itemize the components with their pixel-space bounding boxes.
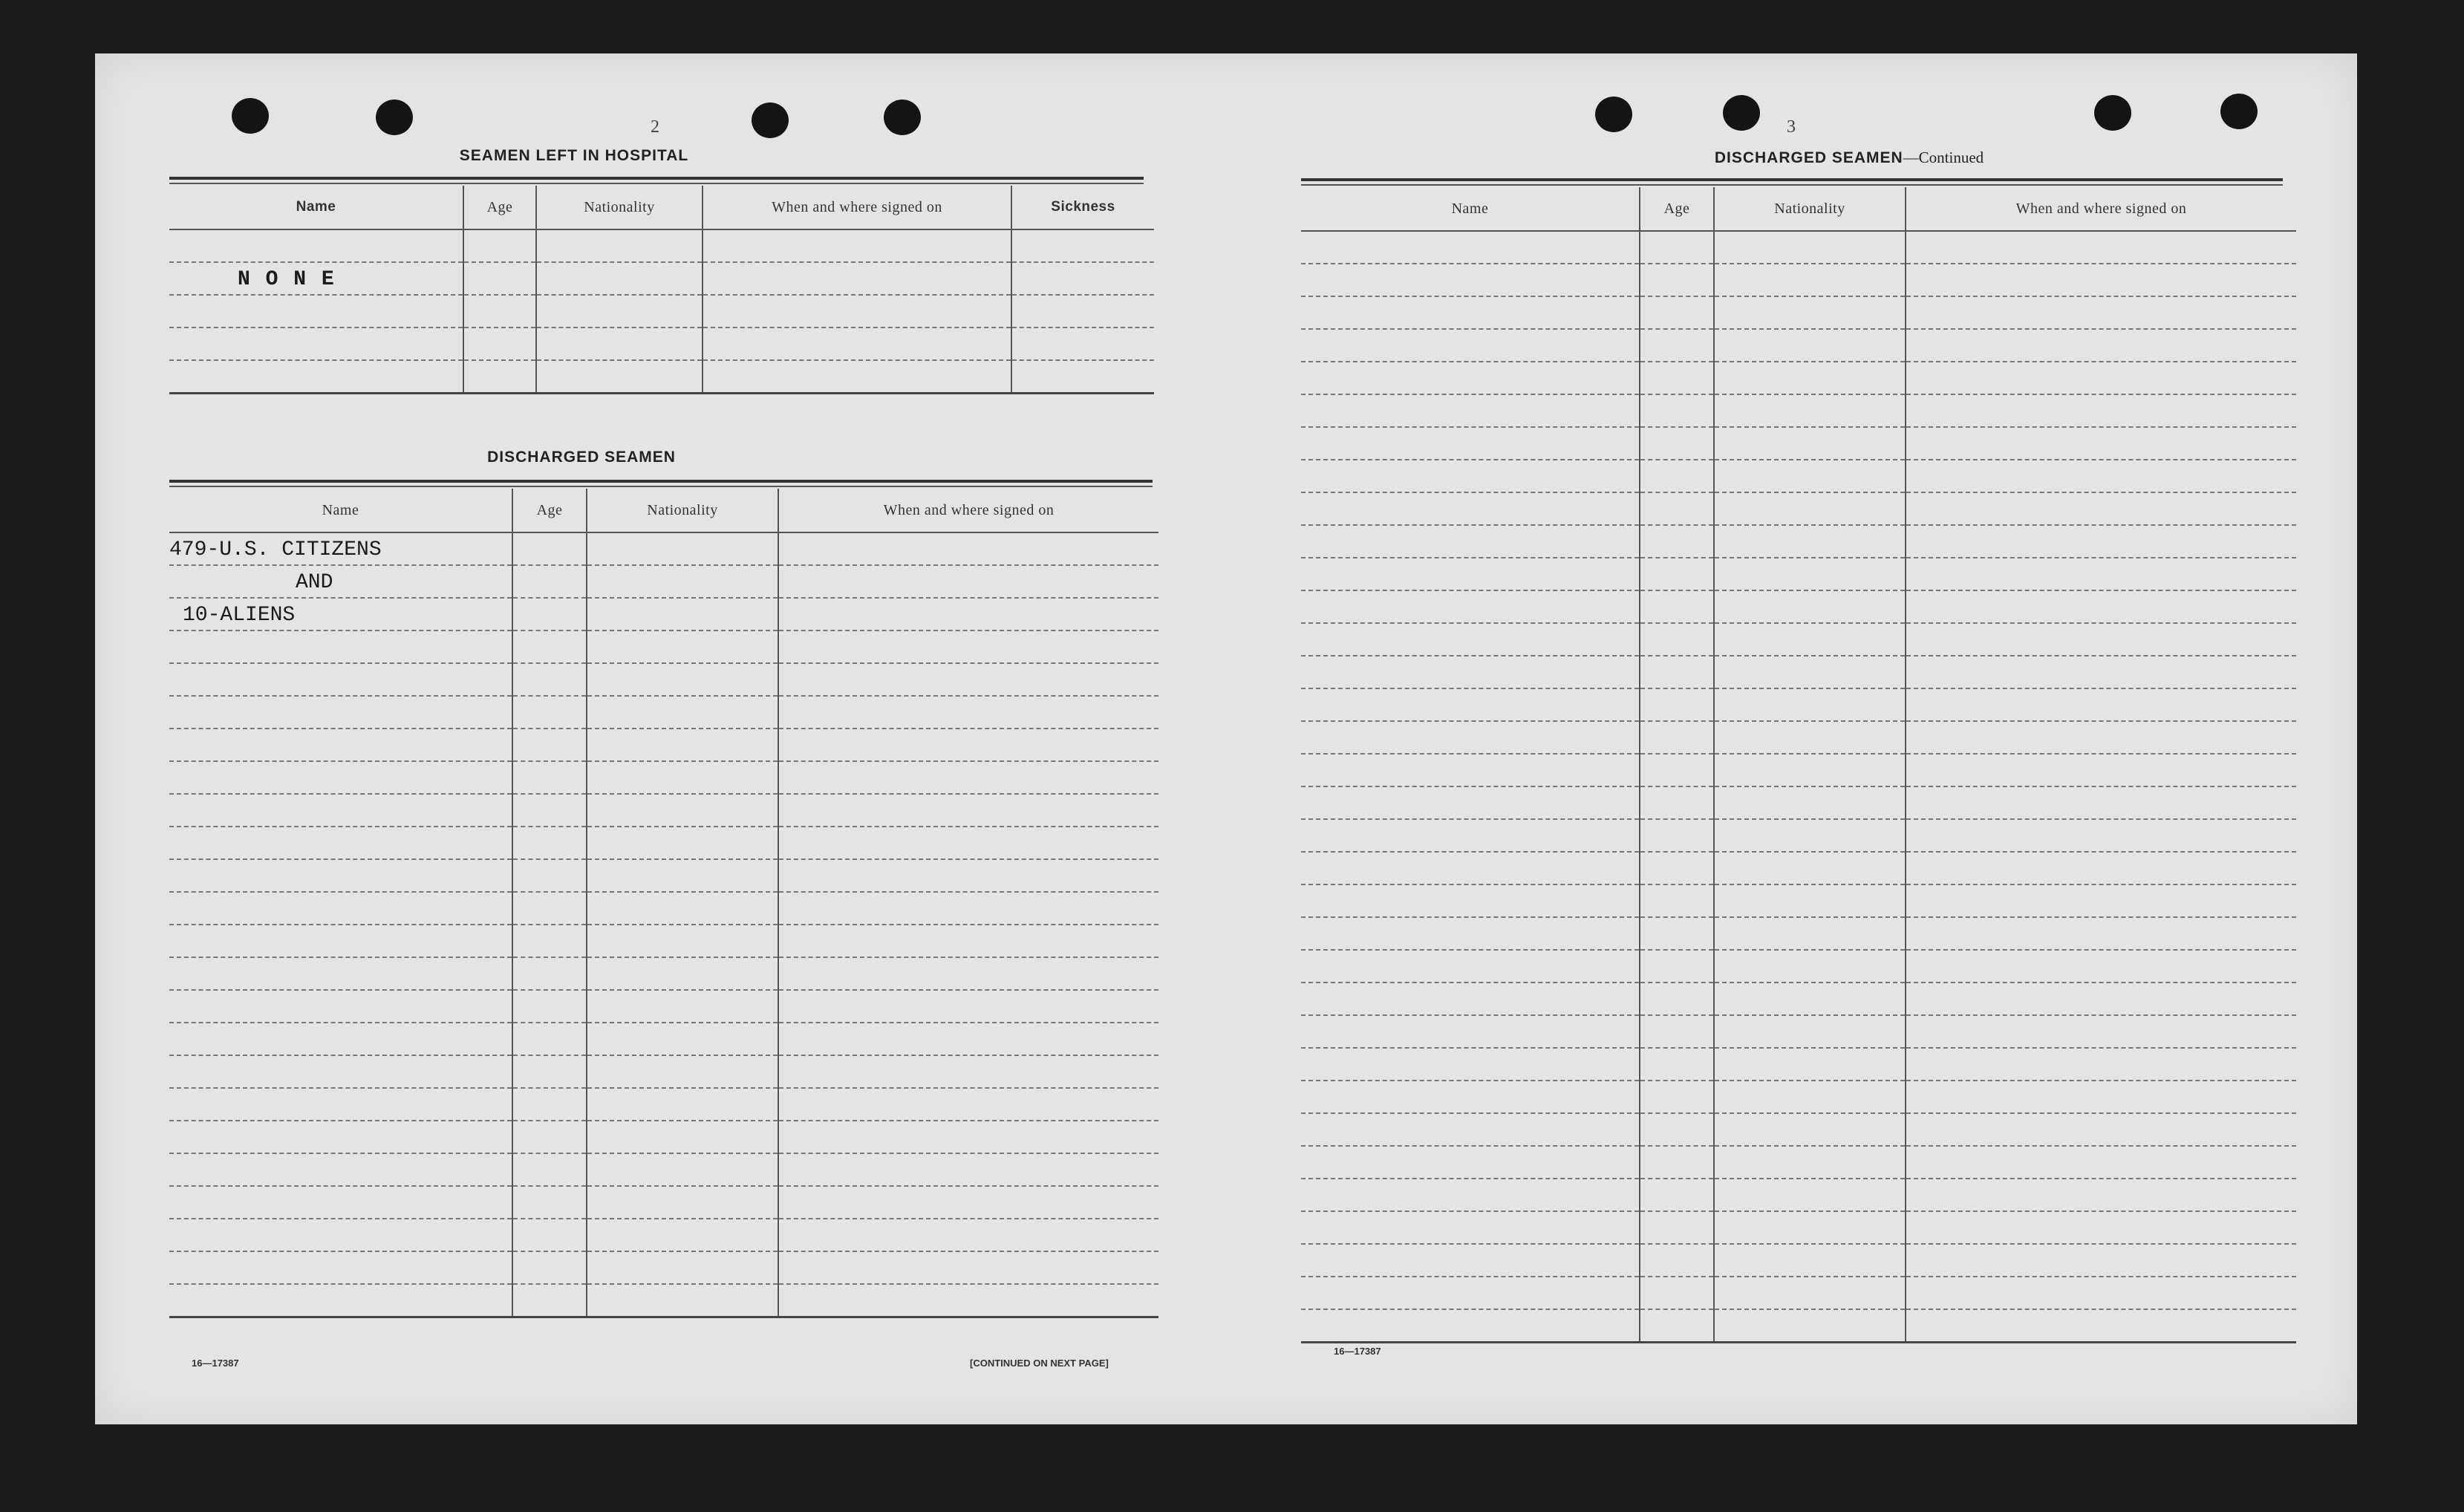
table-row [1301, 362, 2296, 394]
punch-hole [376, 100, 413, 135]
table-row [169, 1153, 1158, 1186]
discharged-continued-heading [1366, 149, 2332, 167]
discharged-entry-cell [169, 565, 512, 598]
table-row [169, 761, 1158, 794]
punch-hole [2094, 95, 2131, 131]
table-row [1301, 1211, 2296, 1244]
table-row [1301, 1309, 2296, 1343]
table-row [169, 957, 1158, 990]
hospital-header-row [169, 186, 1154, 229]
discharged-table-left [169, 489, 1158, 1318]
col-signed-on: When and where signed on [778, 489, 1158, 532]
table-row [169, 990, 1158, 1023]
table-row [169, 532, 1158, 565]
hospital-entry-cell [169, 262, 463, 295]
table-row [169, 729, 1158, 761]
table-row [169, 1121, 1158, 1153]
discharged-header-row [169, 489, 1158, 532]
discharged-table-right [1301, 187, 2296, 1343]
table-row [169, 1284, 1158, 1317]
col-nationality: Nationality [587, 489, 778, 532]
col-age: Age [1640, 187, 1714, 231]
hospital-top-rule-2 [169, 183, 1144, 184]
table-row [169, 360, 1154, 394]
table-row [1301, 525, 2296, 558]
right-top-rule-2 [1301, 184, 2283, 186]
table-row [1301, 656, 2296, 688]
table-row [169, 794, 1158, 827]
heading-suffix: —Continued [1903, 149, 1984, 166]
discharged-entry: 479-U.S. CITIZENS [169, 538, 382, 561]
table-row [169, 295, 1154, 328]
punch-hole [2220, 94, 2258, 129]
table-row [169, 892, 1158, 925]
table-row [169, 1088, 1158, 1121]
punch-hole [884, 100, 921, 135]
discharged-entry: 10-ALIENS [183, 604, 296, 627]
table-row [1301, 852, 2296, 884]
table-row [169, 1251, 1158, 1284]
hospital-table [169, 186, 1154, 394]
punch-hole [1723, 95, 1760, 131]
table-row [1301, 950, 2296, 983]
table-row [1301, 329, 2296, 362]
col-age: Age [463, 186, 536, 229]
col-nationality: Nationality [536, 186, 703, 229]
table-row [1301, 917, 2296, 950]
form-number-right: 16—17387 [1334, 1346, 1381, 1357]
table-row [1301, 1048, 2296, 1081]
table-row [1301, 623, 2296, 656]
table-row [169, 328, 1154, 360]
table-row [169, 696, 1158, 729]
table-row [1301, 460, 2296, 492]
table-row [169, 1186, 1158, 1219]
table-row [1301, 558, 2296, 590]
table-row [1301, 1146, 2296, 1179]
punch-hole [752, 102, 789, 138]
table-row [169, 925, 1158, 957]
table-row [1301, 492, 2296, 525]
table-row [1301, 394, 2296, 427]
table-row [1301, 296, 2296, 329]
discharged-top-rule-2 [169, 486, 1153, 487]
table-row [169, 827, 1158, 859]
table-row [169, 598, 1158, 630]
discharged-heading: DISCHARGED SEAMEN [487, 449, 676, 466]
table-row [1301, 1113, 2296, 1146]
table-row [1301, 688, 2296, 721]
discharged-top-rule [169, 480, 1153, 483]
col-nationality: Nationality [1714, 187, 1906, 231]
hospital-heading: SEAMEN LEFT IN HOSPITAL [459, 147, 689, 164]
table-row [169, 630, 1158, 663]
hospital-top-rule [169, 177, 1144, 180]
discharged-continued-header-row [1301, 187, 2296, 231]
page-number-left: 2 [651, 117, 659, 137]
table-row [1301, 1277, 2296, 1309]
table-row [1301, 884, 2296, 917]
page-number-right: 3 [1787, 117, 1796, 137]
table-row [169, 1023, 1158, 1055]
table-row [1301, 1081, 2296, 1113]
col-signed-on: When and where signed on [1906, 187, 2296, 231]
table-row [169, 262, 1154, 295]
discharged-entry-cell [169, 598, 512, 630]
col-name: Name [1301, 187, 1640, 231]
col-age: Age [512, 489, 587, 532]
col-name: Name [169, 489, 512, 532]
table-row [1301, 1244, 2296, 1277]
punch-hole [232, 98, 269, 134]
col-sickness: Sickness [1011, 186, 1154, 229]
table-row [1301, 427, 2296, 460]
col-signed-on: When and where signed on [703, 186, 1011, 229]
ledger-sheet [95, 53, 2357, 1424]
right-top-rule [1301, 178, 2283, 181]
table-row [169, 565, 1158, 598]
form-number-left: 16—17387 [192, 1358, 239, 1369]
heading-main: DISCHARGED SEAMEN [1714, 149, 1903, 166]
table-row [1301, 264, 2296, 296]
table-row [1301, 754, 2296, 786]
table-row [169, 859, 1158, 892]
table-row [1301, 786, 2296, 819]
discharged-entry-cell [169, 532, 512, 565]
table-row [1301, 983, 2296, 1015]
discharged-entry: AND [296, 571, 333, 594]
table-row [169, 1219, 1158, 1251]
punch-hole [1595, 97, 1632, 132]
table-row [1301, 590, 2296, 623]
hospital-entry: N O N E [238, 268, 336, 291]
table-row [1301, 721, 2296, 754]
col-name: Name [169, 186, 463, 229]
table-row [169, 229, 1154, 262]
table-row [169, 663, 1158, 696]
table-row [1301, 1015, 2296, 1048]
continued-note: [CONTINUED ON NEXT PAGE] [970, 1358, 1109, 1369]
table-row [1301, 819, 2296, 852]
table-row [1301, 1179, 2296, 1211]
table-row [1301, 231, 2296, 264]
table-row [169, 1055, 1158, 1088]
